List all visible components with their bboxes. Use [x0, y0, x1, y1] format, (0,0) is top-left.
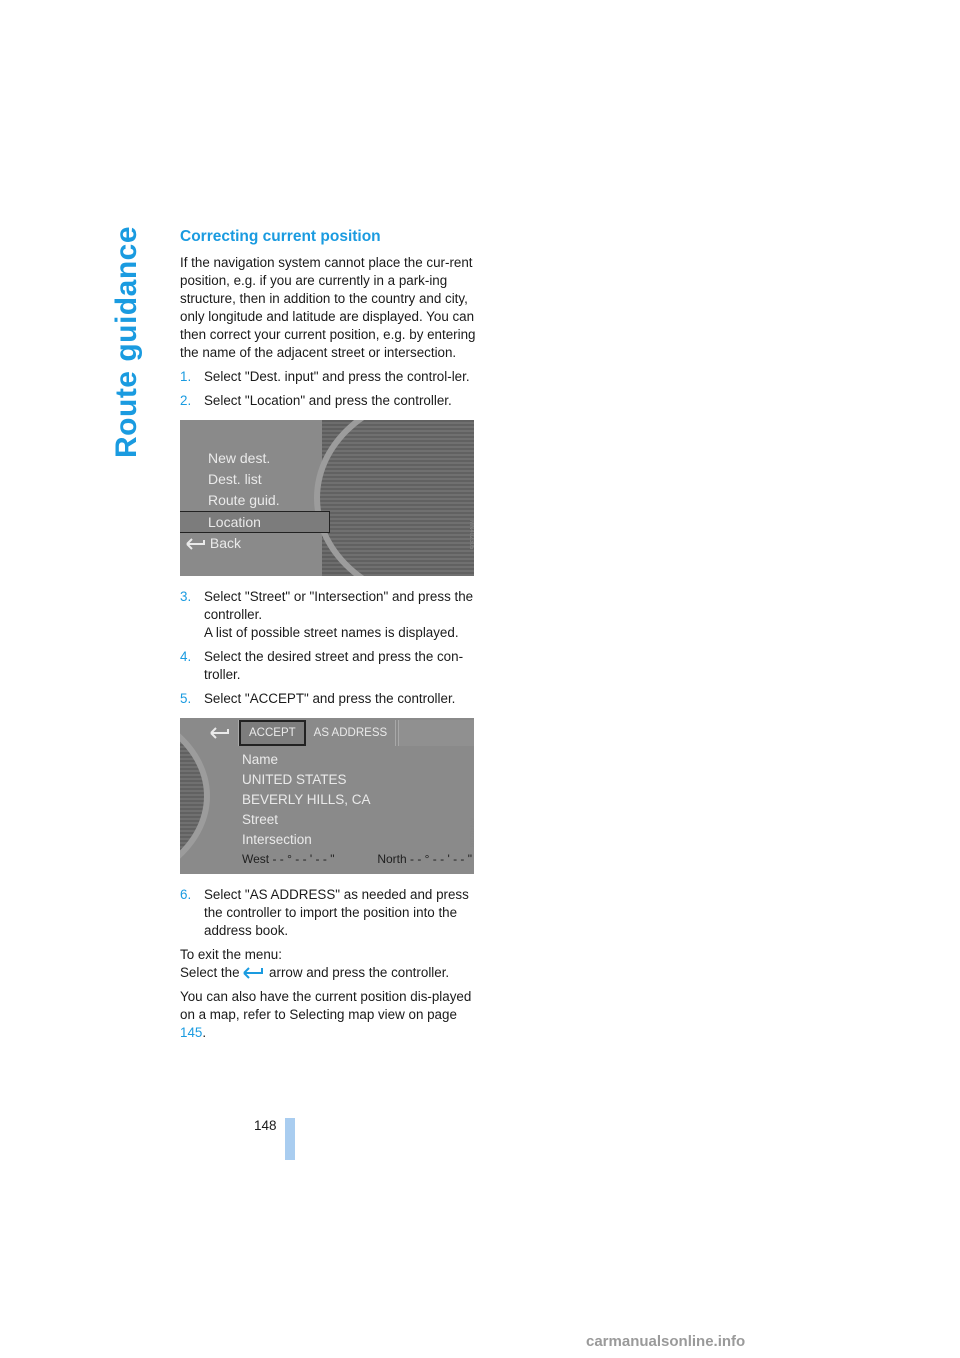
page-number: 148 [254, 1118, 277, 1133]
back-arrow-icon [243, 967, 265, 979]
controller-dial-graphic [314, 420, 474, 576]
back-tab[interactable] [202, 720, 239, 746]
step-3: 3. Select "Street" or "Intersection" and press the controller. A list of possible street names is displayed. [180, 589, 474, 640]
image-code: MN402308 [468, 818, 474, 848]
longitude-readout: West - - ° - - ' - - " [242, 852, 335, 866]
row-country: UNITED STATES [242, 772, 347, 787]
row-name: Name [242, 752, 279, 767]
page-marker-bar [285, 1118, 295, 1160]
exit-instructions: To exit the menu: Select the arrow and press the controller. [180, 947, 450, 980]
position-tab-bar [202, 720, 474, 746]
row-city[interactable]: BEVERLY HILLS, CA [242, 792, 371, 807]
position-details [242, 750, 371, 850]
row-intersection[interactable]: Intersection [242, 832, 312, 847]
step-1: 1. Select "Dest. input" and press the control-ler. [180, 369, 470, 384]
back-arrow-icon [186, 538, 206, 550]
menu-item-route-guid[interactable]: Route guid. [208, 492, 280, 508]
menu-item-dest-list[interactable]: Dest. list [208, 471, 262, 487]
tab-accept[interactable]: ACCEPT [239, 720, 306, 746]
accept-position-screenshot [180, 718, 474, 874]
coordinates [242, 850, 472, 868]
page-reference-link[interactable]: 145 [180, 1025, 203, 1040]
menu-item-location[interactable]: Location [180, 511, 330, 533]
step-5: 5. Select "ACCEPT" and press the controller. [180, 691, 456, 706]
section-heading: Correcting current position [180, 228, 381, 245]
row-street[interactable]: Street [242, 812, 279, 827]
menu-item-new-dest[interactable]: New dest. [208, 450, 271, 466]
image-code: MN402305 [468, 520, 474, 550]
main-content [180, 228, 476, 1048]
step-4: 4. Select the desired street and press the con-troller. [180, 649, 464, 682]
step-2: 2. Select "Location" and press the controller. [180, 393, 452, 408]
map-view-note: You can also have the current position dis-played on a map, refer to Selecting map view on page 145. [180, 989, 472, 1040]
destination-menu [180, 448, 330, 554]
back-arrow-icon [210, 727, 230, 739]
tab-as-address[interactable]: AS ADDRESS [306, 720, 397, 746]
intro-paragraph: If the navigation system cannot place the cur-rent position, e.g. if you are currently in a park-ing structure, then in addition to the country and city, only longitude and latitude are displayed. You can then correct your current position, e.g. by entering the name of the adjacent street or intersection. [180, 255, 476, 360]
menu-item-back[interactable]: Back [180, 533, 330, 554]
location-menu-screenshot [180, 420, 474, 576]
step-6: 6. Select "AS ADDRESS" as needed and press the controller to import the position into the address book. [180, 887, 469, 938]
latitude-readout: North - - ° - - ' - - " [377, 852, 472, 866]
side-section-title: Route guidance [110, 225, 143, 458]
watermark: carmanualsonline.info [586, 1333, 746, 1350]
